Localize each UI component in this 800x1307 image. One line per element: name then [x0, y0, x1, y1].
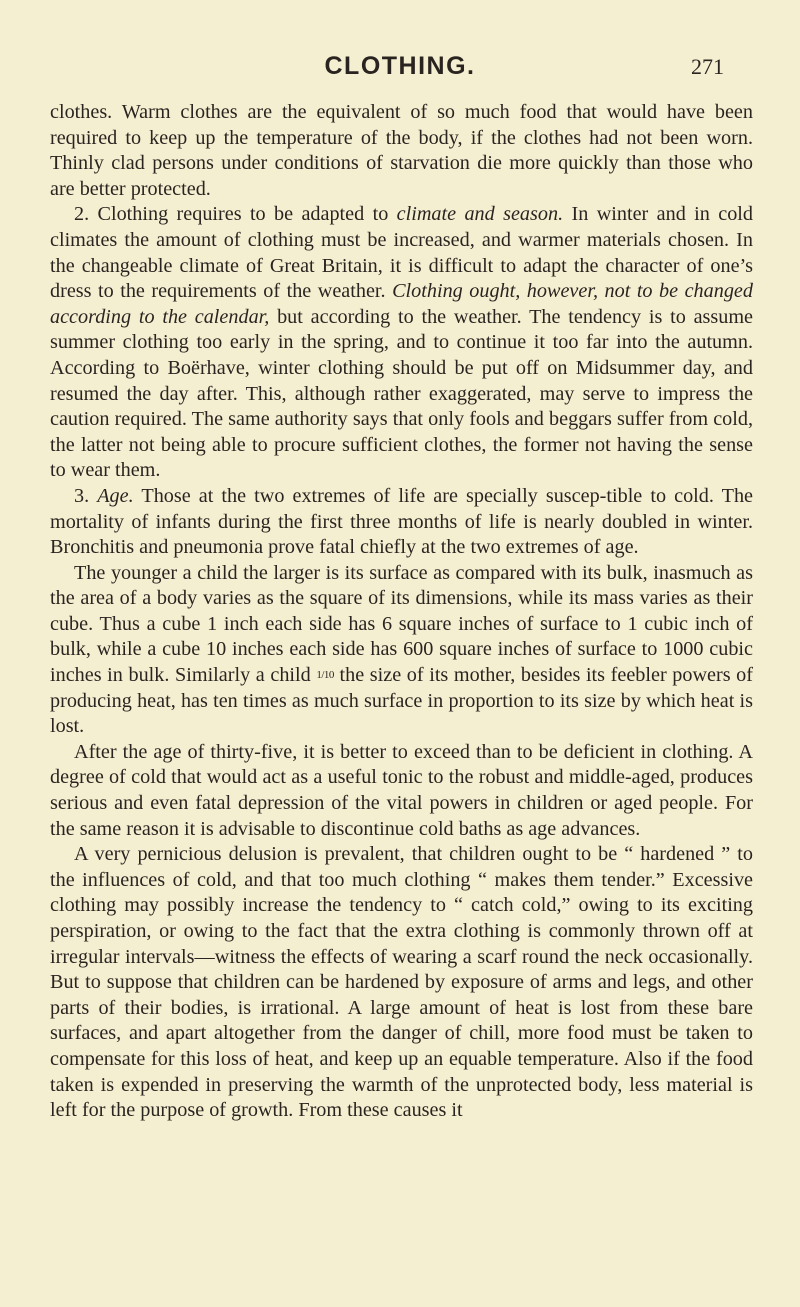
running-head: CLOTHING.	[324, 52, 476, 80]
paragraph-hardened-delusion: A very pernicious delusion is prevalent, that children ought to be “ hardened ” to the influences of cold, and that too much clothing “ makes them tender.” Excessive clothing may possibly increase the tendency to “ catch cold,” owing to its exciting perspiration, or owing to the fact that the extra clothing is commonly thrown off at irregular intervals—witness the effects of wearing a scarf round the neck occasionally. But to suppose that children can be hardened by exposure of arms and legs, and other parts of their bodies, is irrational. A large amount of heat is lost from these bare surfaces, and apart altogether from the danger of chill, more food must be taken to compensate for this loss of heat, and keep up an equable temperature. Also if the food taken is expended in preserving the warmth of the unprotected body, less material is left for the purpose of growth. From these causes it	[50, 843, 753, 1122]
text-run: The younger a child the larger is its surface as compared with its bulk, inasmuch as the area of a body varies as the square of its dimensions, while its mass varies as their cube. Thus a cube 1 inch each side has 6 square inches of surface to 1 cubic inch of bulk, while a cube 10 inches each side has 600 square inches of surface to 1000 cubic inches in bulk. Similarly a child	[50, 561, 753, 687]
text-run: 3.	[74, 484, 98, 507]
text-run: but according to the weather. The tendency is to assume summer clothing too early in the spring, and to continue it too far into the autumn. According to Boërhave, winter clothing should be put off on Midsummer day, and resumed the day after. This, although rather exaggerated, may serve to impress the caution required. The same authority says that only fools and beggars suffer from cold, the latter not being able to procure sufficient clothes, the former not having the sense to wear them.	[50, 305, 753, 482]
page-number: 271	[691, 54, 724, 79]
paragraph-thirty-five: After the age of thirty-five, it is better to exceed than to be deficient in clothing. A degree of cold that would act as a useful tonic to the robust and middle-aged, produces serious and even fatal depression of the vital powers in children or aged people. For the same reason it is advisable to discontinue cold baths as age advances.	[50, 740, 753, 840]
italic-heading: Age.	[97, 484, 134, 507]
paragraph-age	[50, 484, 753, 561]
text-run: 2. Clothing requires to be adapted to	[74, 203, 397, 226]
italic-phrase: climate and season.	[396, 203, 564, 226]
text-run: the size of its mother, besides its feebler powers of producing heat, has ten times as much surface in proportion to its size by which heat is lost.	[50, 664, 753, 738]
fraction: 1/10	[316, 669, 334, 682]
paragraph-surface-bulk	[50, 561, 753, 740]
body-text	[50, 100, 753, 1124]
text-run: In winter and in cold climates the amount of clothing must be increased, and warmer materials chosen. In the changeable climate of Great Britain, it is difficult to adapt the character of one’s dress to the requirements of the weather.	[50, 203, 753, 303]
italic-phrase: Clothing ought, however, not to be changed according to the calendar,	[50, 280, 753, 328]
paragraph-climate-season	[50, 202, 753, 484]
paragraph-continuation: clothes. Warm clothes are the equivalent of so much food that would have been required to keep up the temperature of the body, if the clothes had not been worn. Thinly clad persons under conditions of starvation die more quickly than those who are better protected.	[50, 101, 753, 200]
page-header	[0, 52, 800, 82]
text-run: Those at the two extremes of life are specially suscep-tible to cold. The mortality of infants during the first three months of life is nearly doubled in winter. Bronchitis and pneumonia prove fatal chiefly at the two extremes of age.	[50, 484, 754, 559]
